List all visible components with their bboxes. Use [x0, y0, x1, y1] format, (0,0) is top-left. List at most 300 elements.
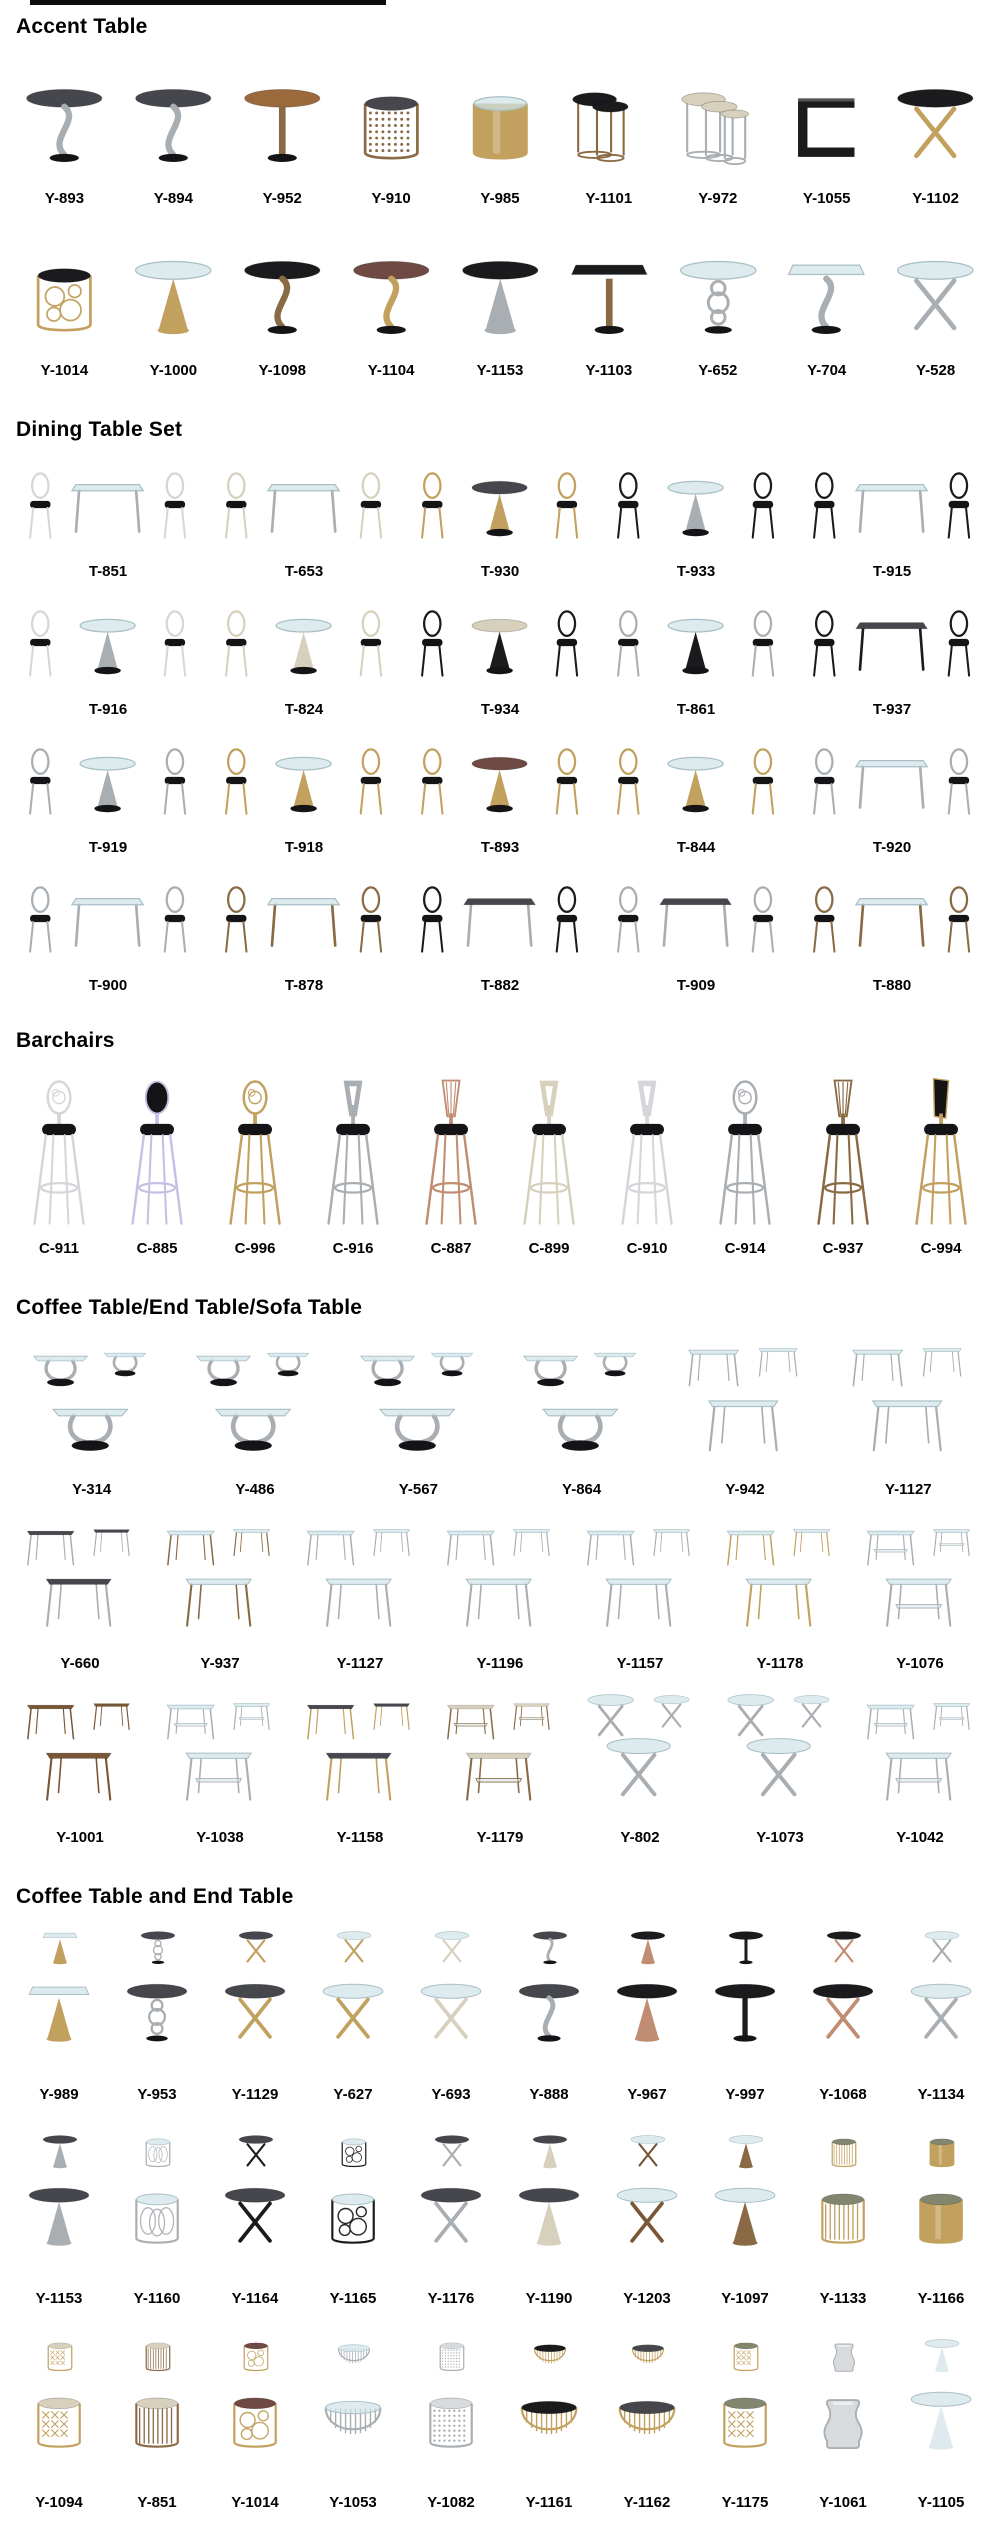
product-code: Y-1038 — [196, 1829, 244, 1846]
product-cell — [881, 51, 990, 209]
product-row — [0, 1065, 1000, 1259]
product-cell — [663, 51, 772, 209]
product-code: Y-1158 — [336, 1829, 384, 1846]
product-image — [10, 1921, 108, 2079]
product-cell — [206, 592, 402, 720]
product-cell — [772, 223, 881, 381]
product-image — [772, 51, 881, 183]
product-code: Y-1104 — [367, 362, 415, 379]
product-code: Y-1103 — [585, 362, 633, 379]
product-code: Y-704 — [807, 362, 847, 379]
product-code: Y-1153 — [35, 2290, 83, 2307]
product-code: T-882 — [480, 977, 520, 994]
product-image — [598, 592, 794, 694]
product-cell — [173, 1332, 336, 1500]
furniture-glyph — [222, 592, 385, 694]
product-code: T-918 — [284, 839, 324, 856]
product-code: Y-1175 — [721, 2494, 769, 2511]
furniture-glyph — [666, 51, 771, 183]
product-cell — [696, 2125, 794, 2309]
product-cell — [598, 1921, 696, 2105]
product-cell — [402, 592, 598, 720]
product-image — [402, 1921, 500, 2079]
product-code: Y-652 — [698, 362, 738, 379]
product-code: Y-997 — [725, 2086, 765, 2103]
product-cell — [304, 2125, 402, 2309]
product-cell — [500, 1065, 598, 1259]
product-image — [206, 454, 402, 556]
product-image — [554, 223, 663, 355]
product-cell — [108, 2329, 206, 2513]
furniture-glyph — [680, 1332, 809, 1474]
product-code: C-994 — [920, 1240, 962, 1257]
furniture-glyph — [12, 2329, 106, 2487]
furniture-glyph — [208, 2329, 302, 2487]
furniture-glyph — [222, 730, 385, 832]
product-code: C-914 — [724, 1240, 766, 1257]
product-code: T-930 — [480, 563, 520, 580]
product-cell — [337, 1332, 500, 1500]
furniture-glyph — [19, 1514, 141, 1648]
furniture-glyph — [121, 51, 226, 183]
product-image — [663, 51, 772, 183]
product-cell — [598, 454, 794, 582]
product-image — [206, 1065, 304, 1233]
product-image — [119, 51, 228, 183]
section-barchairs — [0, 1006, 1000, 1259]
product-image — [892, 2125, 990, 2283]
product-code: Y-567 — [398, 1481, 438, 1498]
product-cell — [206, 2125, 304, 2309]
product-row — [0, 223, 1000, 381]
product-code: Y-1082 — [427, 2494, 475, 2511]
top-artifact-bar — [30, 0, 386, 5]
product-code: T-861 — [676, 701, 716, 718]
product-cell — [598, 730, 794, 858]
product-cell — [10, 2125, 108, 2309]
product-code: Y-1161 — [525, 2494, 573, 2511]
product-code: Y-486 — [235, 1481, 275, 1498]
furniture-glyph — [719, 1688, 841, 1822]
product-image — [598, 868, 794, 970]
section-rows-coffee-table-and-end-table — [0, 1921, 1000, 2513]
product-code: Y-910 — [371, 190, 411, 207]
furniture-glyph — [810, 730, 973, 832]
product-code: Y-1101 — [585, 190, 633, 207]
furniture-glyph — [614, 730, 777, 832]
product-image — [108, 1065, 206, 1233]
product-code: Y-1097 — [721, 2290, 769, 2307]
furniture-glyph — [796, 1065, 890, 1233]
furniture-glyph — [502, 1065, 596, 1233]
product-row — [0, 51, 1000, 209]
product-image — [772, 223, 881, 355]
product-cell — [696, 1065, 794, 1259]
product-code: T-880 — [872, 977, 912, 994]
product-image — [119, 223, 228, 355]
product-cell — [10, 1921, 108, 2105]
furniture-glyph — [208, 1065, 302, 1233]
furniture-glyph — [894, 1921, 988, 2079]
product-code: C-937 — [822, 1240, 864, 1257]
product-image — [206, 592, 402, 694]
product-cell — [772, 51, 881, 209]
product-image — [10, 1065, 108, 1233]
product-cell — [794, 1065, 892, 1259]
product-code: Y-1000 — [149, 362, 198, 379]
furniture-glyph — [774, 51, 879, 183]
section-rows-coffee-end-sofa-table — [0, 1332, 1000, 1848]
product-code: T-916 — [88, 701, 128, 718]
product-image — [696, 1065, 794, 1233]
product-code: Y-1055 — [802, 190, 851, 207]
product-cell — [206, 868, 402, 996]
furniture-glyph — [439, 1514, 561, 1648]
product-code: C-885 — [136, 1240, 178, 1257]
product-cell — [402, 1921, 500, 2105]
product-cell — [881, 223, 990, 381]
product-cell — [598, 592, 794, 720]
product-code: Y-1165 — [329, 2290, 377, 2307]
furniture-glyph — [12, 51, 117, 183]
section-coffee-table-and-end-table — [0, 1862, 1000, 2513]
product-cell — [598, 2125, 696, 2309]
product-row — [0, 1514, 1000, 1674]
furniture-glyph — [222, 454, 385, 556]
product-image — [206, 868, 402, 970]
product-cell — [10, 592, 206, 720]
product-cell — [554, 223, 663, 381]
product-code: Y-1102 — [912, 190, 959, 207]
product-code: Y-1176 — [427, 2290, 475, 2307]
product-code: Y-660 — [60, 1655, 100, 1672]
product-row — [0, 730, 1000, 858]
furniture-glyph — [502, 2329, 596, 2487]
product-code: Y-1190 — [525, 2290, 573, 2307]
product-cell — [290, 1514, 430, 1674]
product-cell — [500, 1921, 598, 2105]
product-code: Y-314 — [72, 1481, 112, 1498]
product-image — [10, 730, 206, 832]
product-code: Y-952 — [262, 190, 302, 207]
product-cell — [446, 223, 555, 381]
product-cell — [108, 2125, 206, 2309]
furniture-glyph — [600, 2125, 694, 2283]
product-image — [554, 51, 663, 183]
product-cell — [206, 1065, 304, 1259]
product-image — [794, 730, 990, 832]
product-code: Y-1053 — [329, 2494, 377, 2511]
product-image — [794, 2329, 892, 2487]
product-cell — [402, 2125, 500, 2309]
product-cell — [10, 1332, 173, 1500]
product-code: T-937 — [872, 701, 912, 718]
product-cell — [108, 1921, 206, 2105]
product-image — [10, 2125, 108, 2283]
product-image — [598, 730, 794, 832]
product-image — [10, 223, 119, 355]
product-code: Y-693 — [431, 2086, 471, 2103]
product-code: T-653 — [284, 563, 324, 580]
product-image — [794, 1921, 892, 2079]
furniture-glyph — [810, 454, 973, 556]
product-code: Y-1014 — [231, 2494, 279, 2511]
product-cell — [446, 51, 555, 209]
product-image — [402, 454, 598, 556]
product-cell — [10, 1065, 108, 1259]
furniture-glyph — [698, 2329, 792, 2487]
product-row — [0, 1921, 1000, 2105]
product-cell — [430, 1688, 570, 1848]
product-code: Y-893 — [44, 190, 85, 207]
product-image — [827, 1332, 990, 1474]
furniture-glyph — [894, 1065, 988, 1233]
product-code: Y-1196 — [476, 1655, 524, 1672]
product-image — [206, 2329, 304, 2487]
product-image — [430, 1514, 570, 1648]
product-image — [850, 1688, 990, 1822]
furniture-glyph — [774, 223, 879, 355]
product-code: C-887 — [430, 1240, 472, 1257]
product-image — [228, 223, 337, 355]
product-image — [598, 1065, 696, 1233]
furniture-glyph — [517, 1332, 646, 1474]
product-code: Y-989 — [39, 2086, 79, 2103]
product-row — [0, 454, 1000, 582]
product-cell — [337, 223, 446, 381]
product-cell — [794, 1921, 892, 2105]
furniture-glyph — [614, 592, 777, 694]
product-row — [0, 868, 1000, 996]
product-code: Y-528 — [915, 362, 956, 379]
product-cell — [794, 592, 990, 720]
product-image — [598, 2125, 696, 2283]
furniture-glyph — [666, 223, 771, 355]
section-title-dining-table-set: Dining Table Set — [16, 418, 183, 441]
product-code: Y-1042 — [896, 1829, 944, 1846]
furniture-glyph — [883, 51, 988, 183]
furniture-glyph — [404, 1065, 498, 1233]
product-code: C-899 — [528, 1240, 570, 1257]
product-cell — [794, 868, 990, 996]
section-rows-barchairs — [0, 1065, 1000, 1259]
product-cell — [10, 1688, 150, 1848]
furniture-glyph — [810, 868, 973, 970]
product-cell — [827, 1332, 990, 1500]
product-image — [206, 730, 402, 832]
product-image — [108, 1921, 206, 2079]
product-cell — [710, 1514, 850, 1674]
product-image — [10, 1688, 150, 1822]
product-cell — [598, 1065, 696, 1259]
product-image — [696, 1921, 794, 2079]
furniture-glyph — [208, 1921, 302, 2079]
section-dining-table-set — [0, 395, 1000, 996]
product-image — [10, 2329, 108, 2487]
furniture-glyph — [159, 1514, 281, 1648]
product-code: T-824 — [284, 701, 324, 718]
furniture-glyph — [26, 730, 189, 832]
product-cell — [304, 2329, 402, 2513]
furniture-glyph — [883, 223, 988, 355]
product-image — [500, 1921, 598, 2079]
product-code: C-911 — [38, 1240, 80, 1257]
product-code: Y-985 — [480, 190, 520, 207]
product-image — [150, 1514, 290, 1648]
product-code: Y-1203 — [623, 2290, 671, 2307]
product-image — [337, 223, 446, 355]
product-image — [10, 868, 206, 970]
product-code: Y-1179 — [476, 1829, 524, 1846]
product-code: Y-1129 — [231, 2086, 279, 2103]
product-row — [0, 2125, 1000, 2309]
furniture-glyph — [418, 592, 581, 694]
product-image — [696, 2125, 794, 2283]
product-cell — [304, 1921, 402, 2105]
furniture-glyph — [448, 51, 553, 183]
product-code: Y-888 — [529, 2086, 569, 2103]
furniture-glyph — [339, 51, 444, 183]
product-image — [663, 1332, 826, 1474]
product-code: Y-1127 — [336, 1655, 384, 1672]
product-cell — [850, 1688, 990, 1848]
furniture-glyph — [719, 1514, 841, 1648]
product-cell — [10, 51, 119, 209]
product-image — [402, 1065, 500, 1233]
product-cell — [554, 51, 663, 209]
product-code: Y-1160 — [133, 2290, 181, 2307]
product-code: T-844 — [676, 839, 716, 856]
section-title-accent-table: Accent Table — [16, 15, 148, 38]
product-cell — [500, 1332, 663, 1500]
product-cell — [402, 868, 598, 996]
product-image — [206, 1921, 304, 2079]
product-code: Y-1094 — [35, 2494, 83, 2511]
furniture-glyph — [404, 2329, 498, 2487]
product-cell — [206, 454, 402, 582]
furniture-glyph — [306, 2125, 400, 2283]
product-code: T-920 — [872, 839, 912, 856]
product-image — [598, 1921, 696, 2079]
product-code: C-996 — [234, 1240, 276, 1257]
product-code: T-851 — [88, 563, 128, 580]
product-cell — [500, 2329, 598, 2513]
furniture-glyph — [404, 2125, 498, 2283]
furniture-glyph — [121, 223, 226, 355]
product-cell — [228, 51, 337, 209]
product-cell — [10, 2329, 108, 2513]
product-cell — [430, 1514, 570, 1674]
furniture-glyph — [796, 1921, 890, 2079]
product-code: Y-1061 — [819, 2494, 867, 2511]
product-code: Y-1162 — [623, 2494, 671, 2511]
product-image — [10, 51, 119, 183]
product-image — [500, 2329, 598, 2487]
furniture-glyph — [208, 2125, 302, 2283]
furniture-glyph — [418, 868, 581, 970]
furniture-glyph — [339, 223, 444, 355]
product-image — [290, 1514, 430, 1648]
furniture-glyph — [579, 1688, 701, 1822]
furniture-glyph — [439, 1688, 561, 1822]
furniture-glyph — [698, 2125, 792, 2283]
product-image — [304, 2329, 402, 2487]
product-cell — [228, 223, 337, 381]
product-image — [710, 1514, 850, 1648]
furniture-glyph — [796, 2329, 890, 2487]
product-code: Y-1001 — [56, 1829, 104, 1846]
product-code: Y-1157 — [616, 1655, 664, 1672]
product-code: Y-937 — [200, 1655, 240, 1672]
product-code: Y-1153 — [476, 362, 524, 379]
furniture-glyph — [418, 730, 581, 832]
product-image — [794, 454, 990, 556]
furniture-glyph — [306, 2329, 400, 2487]
product-cell — [696, 1921, 794, 2105]
furniture-glyph — [26, 454, 189, 556]
product-code: T-915 — [872, 563, 912, 580]
furniture-glyph — [190, 1332, 319, 1474]
product-image — [446, 51, 555, 183]
product-row — [0, 1688, 1000, 1848]
furniture-glyph — [26, 868, 189, 970]
product-code: Y-1127 — [884, 1481, 932, 1498]
product-cell — [598, 868, 794, 996]
product-code: Y-942 — [725, 1481, 765, 1498]
product-cell — [206, 730, 402, 858]
product-image — [446, 223, 555, 355]
product-cell — [892, 2329, 990, 2513]
product-image — [430, 1688, 570, 1822]
product-cell — [794, 454, 990, 582]
product-image — [402, 2329, 500, 2487]
product-image — [696, 2329, 794, 2487]
product-code: T-933 — [676, 563, 716, 580]
product-image — [304, 2125, 402, 2283]
product-image — [402, 2125, 500, 2283]
product-code: T-900 — [88, 977, 128, 994]
product-image — [402, 592, 598, 694]
furniture-glyph — [614, 454, 777, 556]
furniture-glyph — [859, 1514, 981, 1648]
product-code: Y-1164 — [231, 2290, 279, 2307]
product-image — [663, 223, 772, 355]
product-cell — [10, 454, 206, 582]
product-image — [794, 2125, 892, 2283]
product-cell — [10, 730, 206, 858]
product-cell — [710, 1688, 850, 1848]
product-cell — [794, 730, 990, 858]
product-code: Y-851 — [137, 2494, 177, 2511]
product-cell — [150, 1688, 290, 1848]
product-code: C-910 — [626, 1240, 668, 1257]
product-cell — [206, 1921, 304, 2105]
product-image — [304, 1065, 402, 1233]
section-rows-dining-table-set — [0, 454, 1000, 996]
product-image — [850, 1514, 990, 1648]
product-code: Y-627 — [333, 2086, 373, 2103]
furniture-glyph — [12, 2125, 106, 2283]
product-cell — [402, 454, 598, 582]
product-cell — [570, 1688, 710, 1848]
furniture-glyph — [306, 1921, 400, 2079]
section-rows-accent-table — [0, 51, 1000, 381]
product-image — [500, 1065, 598, 1233]
product-code: Y-1133 — [819, 2290, 867, 2307]
product-code: Y-1073 — [756, 1829, 804, 1846]
furniture-glyph — [354, 1332, 483, 1474]
product-image — [10, 592, 206, 694]
